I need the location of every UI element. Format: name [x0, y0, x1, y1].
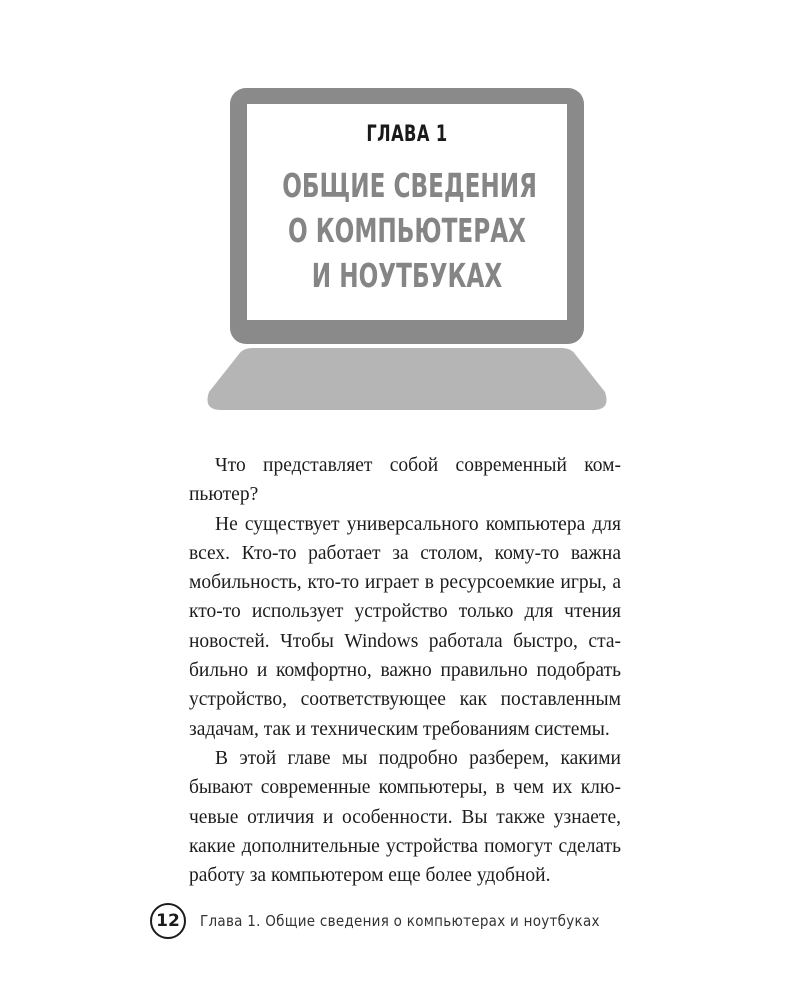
- paragraph: В этой главе мы подробно разберем, какими бывают современные компьютеры, в чем их ключевые отличия и особенности. Вы также узнаете, какие дополнительные устройства помогут сделать работу за компьютером еще более удобной.: [189, 747, 621, 887]
- chapter-number: ГЛАВА 1: [366, 122, 448, 147]
- chapter-title-line: ОБЩИЕ СВЕДЕНИЯ: [282, 166, 538, 205]
- chapter-title-line: И НОУТБУКАХ: [311, 256, 503, 295]
- chapter-title-line: О КОМПЬЮТЕРАХ: [288, 211, 526, 250]
- paragraph: Что представляет собой современный компьютер?: [189, 455, 621, 506]
- laptop-illustration-screen: [247, 104, 567, 320]
- laptop-illustration-base: [205, 348, 609, 410]
- running-head: Глава 1. Общие сведения о компьютерах и ноутбуках: [200, 912, 600, 930]
- page-number: 12: [150, 903, 186, 939]
- paragraph: Не существует универсального компьютера для всех. Кто-то работает за столом, кому-то важна мобильность, кто-то играет в ресурсоемкие игры, а кто-то использует устройство только для чтения новостей. Чтобы Windows работала быстро, стабильно и комфортно, важно правильно подобрать устройство, соответствующее как поставленным задачам, так и техническим требованиям системы.: [189, 513, 621, 740]
- body-text: [189, 451, 621, 890]
- chapter-title: [282, 163, 538, 298]
